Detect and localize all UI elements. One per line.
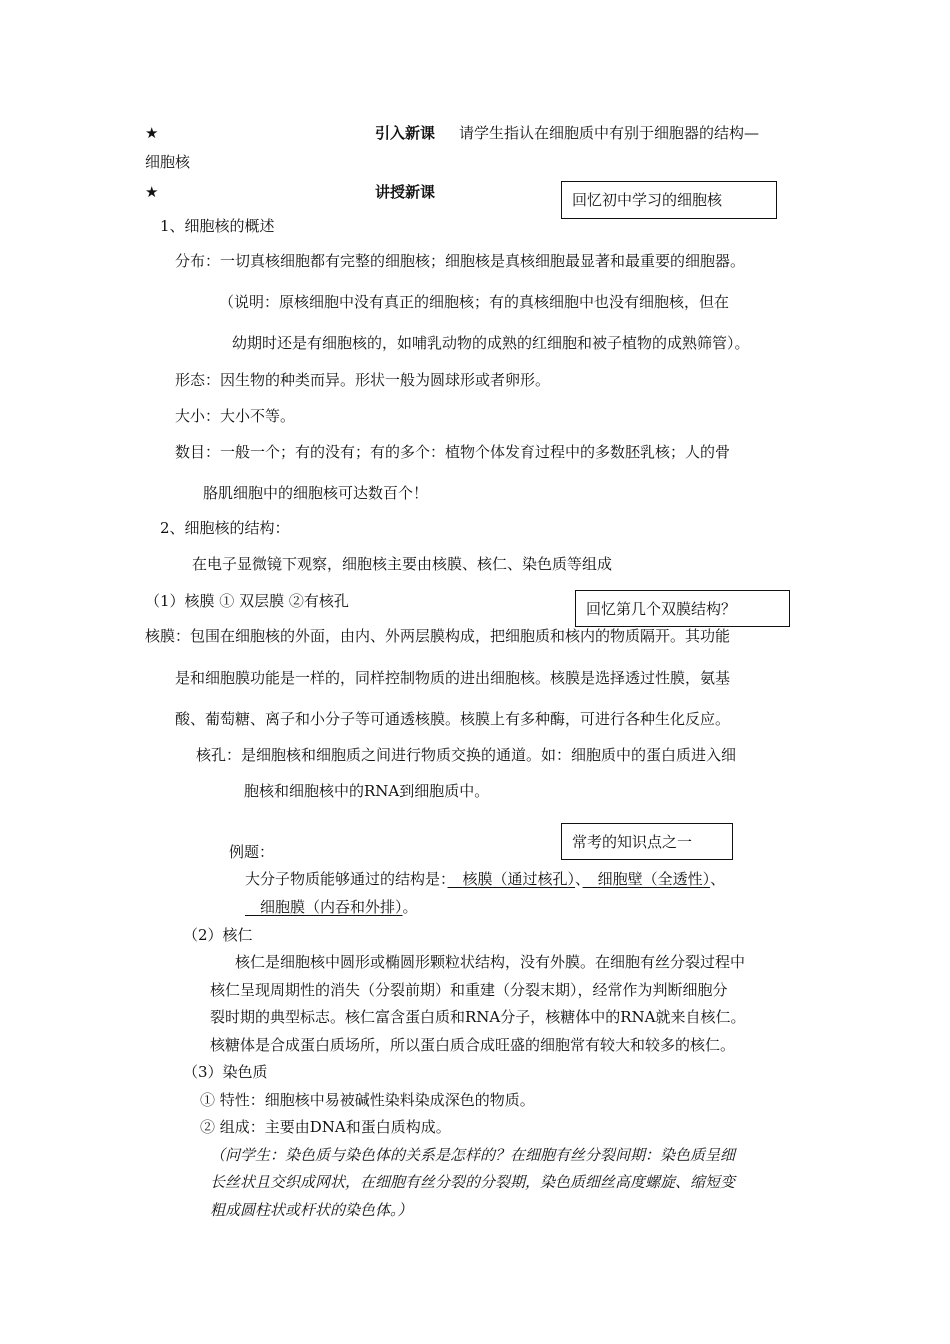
intro-text-cont: 细胞核 <box>145 153 191 171</box>
subsection-heading-envelope: （1）核膜 ① 双层膜 ②有核孔 <box>145 592 349 610</box>
paragraph-nucleolus-cont: 裂时期的典型标志。核仁富含蛋白质和RNA分子，核糖体中的RNA就来自核仁。 <box>210 1008 746 1026</box>
paragraph-shape: 形态：因生物的种类而异。形状一般为圆球形或者卵形。 <box>175 371 551 389</box>
answer-separator: 、 <box>575 870 583 888</box>
paragraph-envelope-cont: 酸、葡萄糖、离子和小分子等可通透核膜。核膜上有多种酶，可进行各种生化反应。 <box>175 710 731 728</box>
paragraph-distribution: 分布：一切真核细胞都有完整的细胞核；细胞核是真核细胞最显著和最重要的细胞器。 <box>175 252 746 270</box>
paragraph-nucleolus-cont: 核仁呈现周期性的消失（分裂前期）和重建（分裂末期），经常作为判断细胞分 <box>210 981 728 999</box>
paragraph-chromatin-composition: ② 组成：主要由DNA和蛋白质构成。 <box>200 1118 451 1136</box>
paragraph-intro: 在电子显微镜下观察，细胞核主要由核膜、核仁、染色质等组成 <box>192 555 613 573</box>
lecture-label: 讲授新课 <box>375 183 436 201</box>
subsection-heading-chromatin: （3）染色质 <box>183 1063 268 1081</box>
paragraph-pore-cont: 胞核和细胞核中的RNA到细胞质中。 <box>244 782 490 800</box>
paragraph-note-cont: 幼期时还是有细胞核的，如哺乳动物的成熟的红细胞和被子植物的成熟筛管）。 <box>232 334 750 352</box>
example-prefix: 大分子物质能够通过的结构是： <box>245 870 448 888</box>
subsection-heading-nucleolus: （2）核仁 <box>183 926 253 944</box>
note-text: 回忆第几个双膜结构？ <box>586 599 737 618</box>
note-box-common-point <box>561 823 733 860</box>
answer-text: 细胞膜（内吞和外排） <box>260 898 403 916</box>
section-heading: 2、细胞核的结构： <box>160 519 290 537</box>
example-question-cont <box>245 897 418 917</box>
answer-end: 。 <box>402 898 418 916</box>
star-icon: ★ <box>145 124 159 142</box>
paragraph-note: （说明：原核细胞中没有真正的细胞核；有的真核细胞中也没有细胞核，但在 <box>219 293 730 311</box>
answer-text: 细胞壁（全透性） <box>597 870 711 888</box>
section-heading: 1、细胞核的概述 <box>160 217 275 235</box>
paragraph-size: 大小：大小不等。 <box>175 407 296 425</box>
paragraph-pore: 核孔：是细胞核和细胞质之间进行物质交换的通道。如：细胞质中的蛋白质进入细 <box>196 746 737 764</box>
paragraph-question: （问学生：染色质与染色体的关系是怎样的？在细胞有丝分裂间期：染色质呈细 <box>210 1146 736 1164</box>
note-box-recall-double <box>575 590 790 627</box>
example-label: 例题： <box>229 843 275 861</box>
paragraph-nucleolus-cont: 核糖体是合成蛋白质场所，所以蛋白质合成旺盛的细胞常有较大和较多的核仁。 <box>210 1036 736 1054</box>
example-question <box>245 869 725 889</box>
paragraph-envelope-cont: 是和细胞膜功能是一样的，同样控制物质的进出细胞核。核膜是选择透过性膜，氨基 <box>175 669 731 687</box>
intro-text: 请学生指认在细胞质中有别于细胞器的结构— <box>459 124 760 142</box>
paragraph-chromatin-trait: ① 特性：细胞核中易被碱性染料染成深色的物质。 <box>200 1091 535 1109</box>
note-box-recall-nucleus <box>561 181 777 219</box>
paragraph-question-cont: 粗成圆柱状或杆状的染色体。） <box>210 1201 413 1219</box>
note-text: 常考的知识点之一 <box>572 832 693 851</box>
answer-separator: 、 <box>710 870 726 888</box>
paragraph-number: 数目：一般一个；有的没有；有的多个：植物个体发育过程中的多数胚乳核；人的骨 <box>175 443 731 461</box>
star-icon: ★ <box>145 183 159 201</box>
answer-text: 核膜（通过核孔） <box>462 870 576 888</box>
paragraph-question-cont: 长丝状且交织成网状，在细胞有丝分裂的分裂期，染色质细丝高度螺旋、缩短变 <box>210 1173 736 1191</box>
answer-blank <box>583 870 711 888</box>
paragraph-number-cont: 胳肌细胞中的细胞核可达数百个！ <box>203 484 429 502</box>
answer-blank <box>448 870 576 888</box>
answer-blank <box>245 898 403 916</box>
paragraph-nucleolus: 核仁是细胞核中圆形或椭圆形颗粒状结构，没有外膜。在细胞有丝分裂过程中 <box>235 953 746 971</box>
note-text: 回忆初中学习的细胞核 <box>572 191 723 209</box>
intro-label: 引入新课 <box>375 124 436 142</box>
paragraph-envelope: 核膜：包围在细胞核的外面，由内、外两层膜构成，把细胞质和核内的物质隔开。其功能 <box>145 627 731 645</box>
